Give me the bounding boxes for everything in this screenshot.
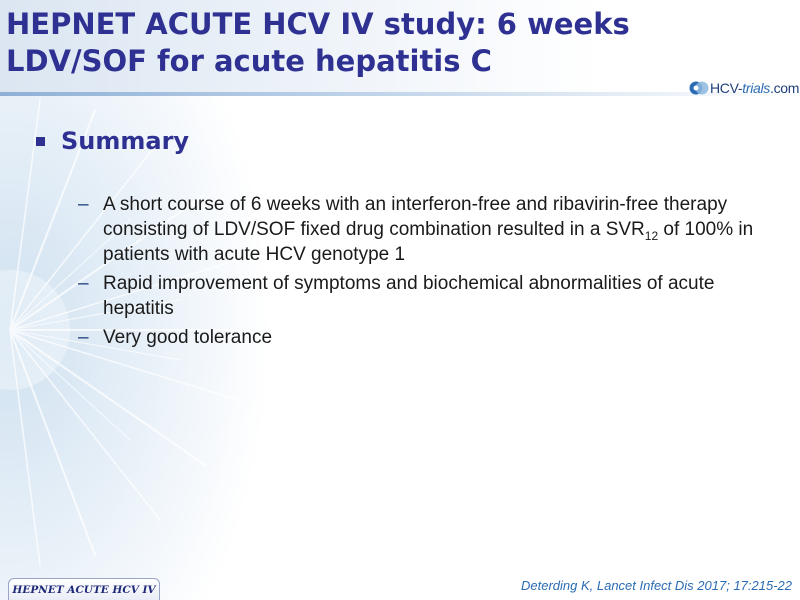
- title-divider: [0, 92, 800, 96]
- logo-text-middle: trials: [742, 80, 771, 96]
- point-1-text: A short course of 6 weeks with an interferon-free and ribavirin-free therapy consisting of LDV/SOF fixed drug combination resulted in a SVR: [103, 194, 728, 240]
- dash-bullet-icon: –: [78, 273, 89, 294]
- summary-section-header: [36, 127, 189, 155]
- dash-bullet-icon: –: [78, 194, 89, 215]
- summary-point-2: [78, 271, 758, 321]
- logo-text-prefix: HCV-: [710, 80, 743, 96]
- summary-point-3: [78, 325, 758, 350]
- square-bullet-icon: [36, 137, 45, 146]
- study-tag: HEPNET ACUTE HCV IV: [8, 578, 160, 600]
- logo-text: [710, 80, 799, 96]
- summary-points: [78, 192, 758, 354]
- hcv-trials-logo-icon: [688, 79, 710, 97]
- slide-title: HEPNET ACUTE HCV IV study: 6 weeks LDV/SOF for acute hepatitis C: [6, 7, 630, 78]
- section-heading: Summary: [61, 127, 190, 155]
- dash-bullet-icon: –: [78, 327, 89, 348]
- logo-text-suffix: .com: [770, 80, 800, 96]
- point-1-text-end: of 100% in patients with acute HCV genotype 1: [103, 219, 754, 265]
- hcv-trials-logo: [688, 77, 799, 99]
- point-2-text: Rapid improvement of symptoms and biochemical abnormalities of acute hepatitis: [103, 273, 715, 319]
- summary-point-1: [78, 192, 758, 267]
- citation: Deterding K, Lancet Infect Dis 2017; 17:215-22: [520, 578, 792, 593]
- point-3-text: Very good tolerance: [103, 327, 273, 348]
- point-1-subscript: 12: [644, 228, 659, 243]
